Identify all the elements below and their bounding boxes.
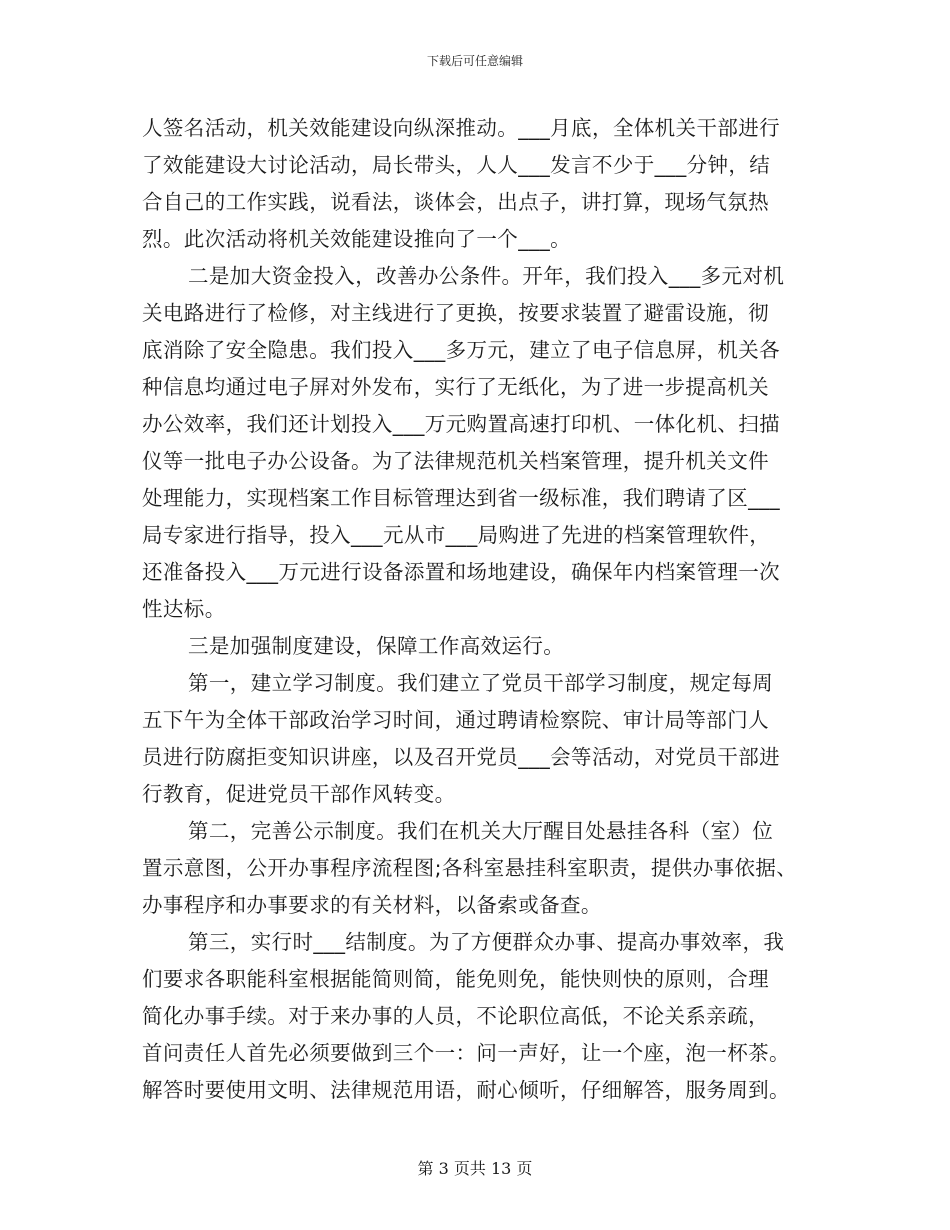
text-line: 五下午为全体干部政治学习时间，通过聘请检察院、审计局等部门人 <box>142 708 769 732</box>
text-line: 员进行防腐拒变知识讲座，以及召开党员___会等活动，对党员干部进 <box>142 745 781 769</box>
text-line: 人签名活动，机关效能建设向纵深推动。___月底，全体机关干部进行 <box>142 116 781 140</box>
document-body <box>142 110 812 1109</box>
text-line: 仪等一批电子办公设备。为了法律规范机关档案管理，提升机关文件 <box>142 449 769 473</box>
text-line: 种信息均通过电子屏对外发布，实行了无纸化，为了进一步提高机关 <box>142 375 769 399</box>
text-line: 了效能建设大讨论活动，局长带头，人人___发言不少于___分钟，结 <box>142 153 771 177</box>
text-line: 行教育，促进党员干部作风转变。 <box>142 782 456 806</box>
text-line: 首问责任人首先必须要做到三个一：问一声好，让一个座，泡一杯茶。 <box>142 1041 790 1065</box>
text-line: 二是加大资金投入，改善办公条件。开年，我们投入___多元对机 <box>188 264 785 288</box>
text-line: 办公效率，我们还计划投入___万元购置高速打印机、一体化机、扫描 <box>142 412 781 436</box>
text-line: 局专家进行指导，投入___元从市___局购进了先进的档案管理软件， <box>142 523 771 547</box>
page-number: 第 3 页共 13 页 <box>417 1159 533 1178</box>
text-line: 第三，实行时___结制度。为了方便群众办事、提高办事效率，我 <box>188 930 785 954</box>
text-line: 三是加强制度建设，保障工作高效运行。 <box>188 634 565 658</box>
text-line: 办事程序和办事要求的有关材料，以备索或备查。 <box>142 893 602 917</box>
text-line: 们要求各职能科室根据能简则简，能免则免，能快则快的原则，合理 <box>142 967 769 991</box>
text-line: 第一，建立学习制度。我们建立了党员干部学习制度，规定每周 <box>188 671 774 695</box>
text-line: 关电路进行了检修，对主线进行了更换，按要求装置了避雷设施，彻 <box>142 301 769 325</box>
text-line: 简化办事手续。对于来办事的人员，不论职位高低，不论关系亲疏， <box>142 1004 769 1028</box>
download-editable-note: 下载后可任意编辑 <box>426 54 523 68</box>
text-line: 第二，完善公示制度。我们在机关大厅醒目处悬挂各科（室）位 <box>188 819 774 843</box>
text-line: 还准备投入___万元进行设备添置和场地建设，确保年内档案管理一次 <box>142 560 781 584</box>
text-line: 处理能力，实现档案工作目标管理达到省一级标准，我们聘请了区___ <box>142 486 781 510</box>
text-line: 烈。此次活动将机关效能建设推向了一个___。 <box>142 227 572 251</box>
text-line: 解答时要使用文明、法律规范用语，耐心倾听，仔细解答，服务周到。 <box>142 1078 790 1102</box>
text-line: 底消除了安全隐患。我们投入___多万元，建立了电子信息屏，机关各 <box>142 338 781 362</box>
text-line: 合自己的工作实践，说看法，谈体会，出点子，讲打算，现场气氛热 <box>142 190 769 214</box>
text-line: 置示意图，公开办事程序流程图;各科室悬挂科室职责，提供办事依据、 <box>142 856 798 880</box>
text-line: 性达标。 <box>142 597 226 621</box>
